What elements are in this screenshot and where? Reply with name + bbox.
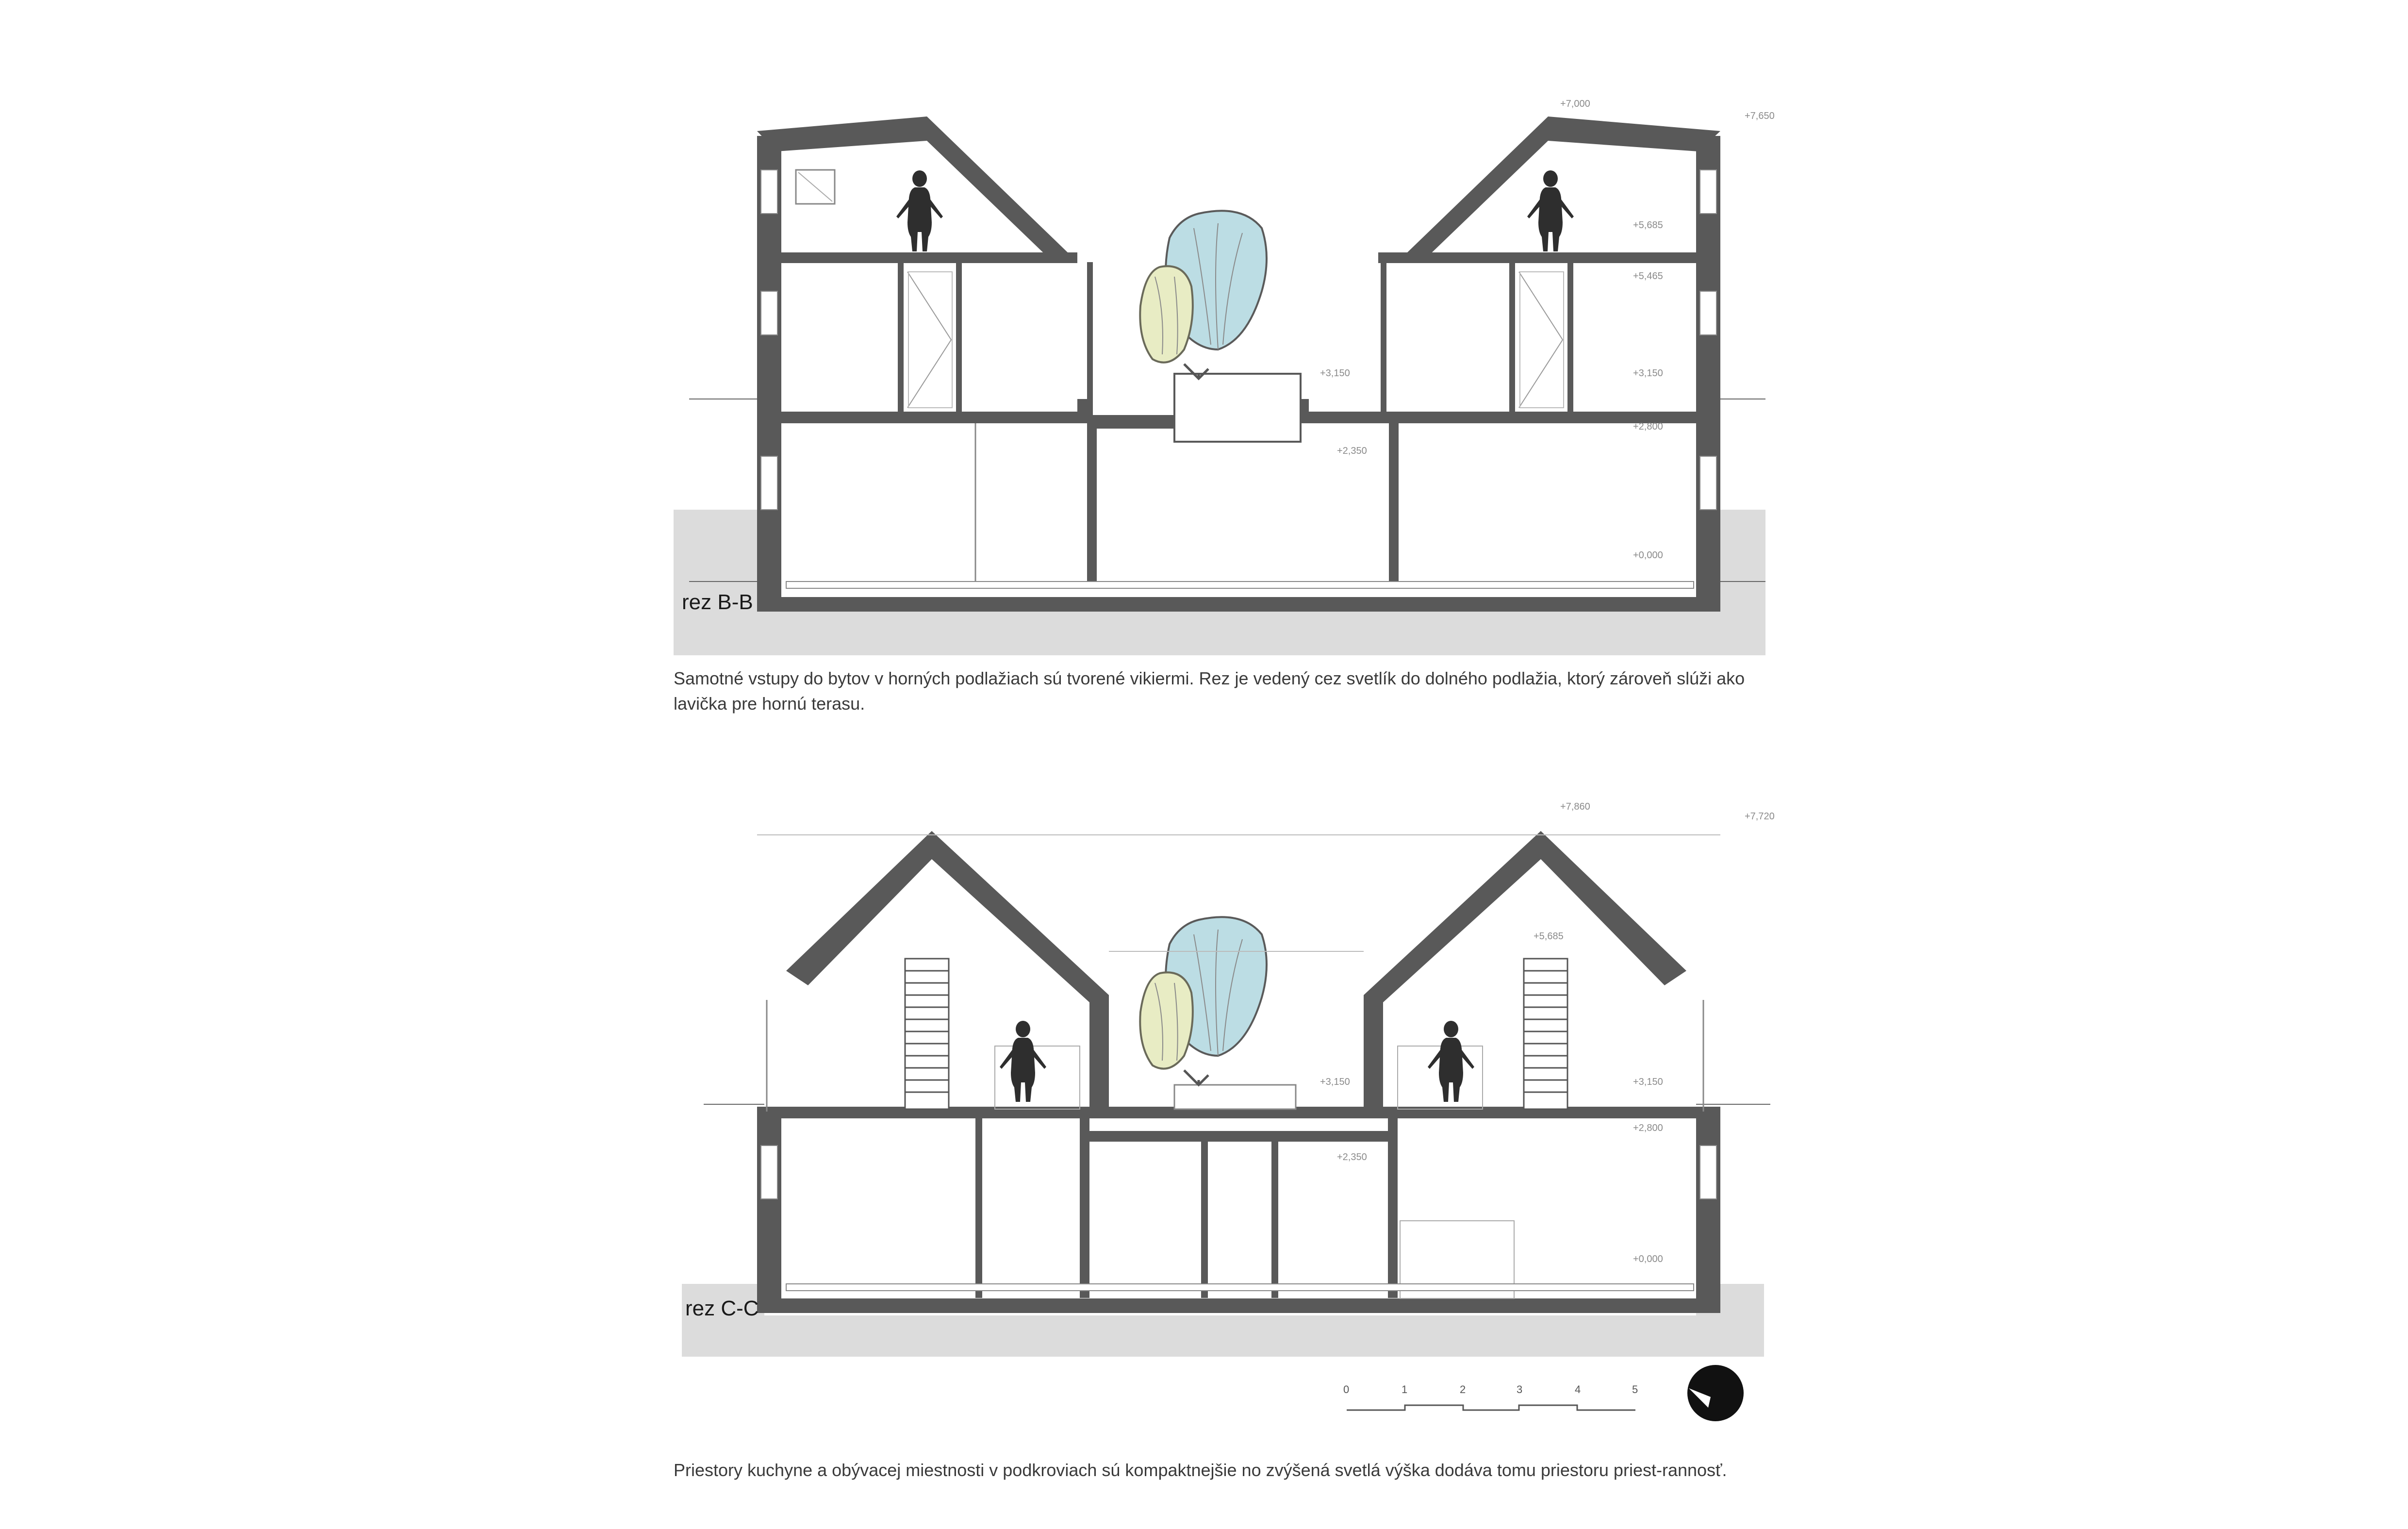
scale-bar — [1343, 1383, 1638, 1410]
section-bb — [674, 99, 1775, 655]
svg-text:4: 4 — [1575, 1383, 1581, 1396]
svg-text:+0,000: +0,000 — [1633, 1254, 1663, 1264]
svg-text:+7,650: +7,650 — [1745, 111, 1775, 121]
stair-left — [905, 959, 949, 1109]
svg-text:+3,150: +3,150 — [1633, 1077, 1663, 1087]
svg-text:+7,720: +7,720 — [1745, 811, 1775, 822]
stair-right — [1524, 959, 1567, 1109]
caption-section-cc: Priestory kuchyne a obývacej miestnosti v podkroviach sú kompaktnejšie no zvýšená svetlá výška dodáva tomu priestoru priest-rannosť. — [674, 1460, 1727, 1480]
skylight-bench — [1174, 1085, 1296, 1109]
left-wall-lower — [757, 415, 781, 609]
svg-text:3: 3 — [1517, 1383, 1523, 1396]
svg-text:+3,150: +3,150 — [1633, 368, 1663, 379]
skylight-bench — [1174, 374, 1301, 442]
svg-text:+2,800: +2,800 — [1633, 1123, 1663, 1133]
foundation-slab — [757, 1298, 1720, 1313]
svg-text:+3,150: +3,150 — [1320, 1077, 1350, 1087]
floor-slab — [757, 412, 1087, 423]
svg-text:+5,685: +5,685 — [1633, 220, 1663, 231]
svg-text:+2,350: +2,350 — [1337, 1152, 1367, 1163]
foundation-slab — [757, 597, 1720, 612]
svg-text:+7,000: +7,000 — [1560, 99, 1590, 109]
svg-text:5: 5 — [1632, 1383, 1638, 1396]
svg-text:+2,350: +2,350 — [1337, 446, 1367, 456]
section-cc — [682, 801, 1775, 1357]
svg-text:2: 2 — [1460, 1383, 1466, 1396]
right-wall-lower — [1696, 415, 1720, 609]
svg-text:+7,860: +7,860 — [1560, 801, 1590, 812]
svg-text:1: 1 — [1402, 1383, 1408, 1396]
svg-text:+5,465: +5,465 — [1633, 271, 1663, 282]
section-label: rez C-C — [685, 1296, 759, 1320]
svg-text:+2,800: +2,800 — [1633, 421, 1663, 432]
svg-text:+0,000: +0,000 — [1633, 550, 1663, 561]
svg-text:0: 0 — [1343, 1383, 1350, 1396]
svg-text:+5,685: +5,685 — [1534, 931, 1564, 942]
svg-text:+3,150: +3,150 — [1320, 368, 1350, 379]
caption-section-bb: Samotné vstupy do bytov v horných podlažiach sú tvorené vikiermi. Rez je vedený cez svetlík do dolného podlažia, ktorý zároveň slúži ako lavička pre hornú terasu. — [674, 668, 1745, 714]
north-arrow-icon — [1687, 1365, 1744, 1421]
section-label: rez B-B — [682, 590, 753, 614]
